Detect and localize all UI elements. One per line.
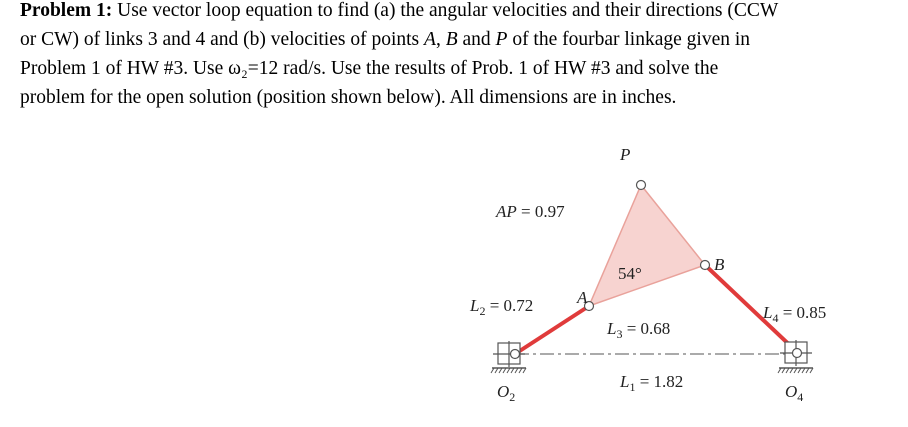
label-a: A <box>577 288 588 307</box>
label-p: P <box>620 145 631 164</box>
dimension-l4: $L_4 = 0.85$ <box>763 303 827 325</box>
point-p <box>637 181 646 190</box>
ground-pivot-o4 <box>778 340 813 373</box>
label-o4: $O_4$ <box>785 382 804 404</box>
joint-b <box>701 261 710 270</box>
dimension-l1: $L_1 = 1.82$ <box>620 372 684 394</box>
coupler-triangle <box>589 185 705 306</box>
angle-label: 54° <box>618 264 642 283</box>
ground-pivot-o2 <box>491 341 526 373</box>
problem-line-3: Problem 1 of HW #3. Use ω₂=12 rad/s. Use the results of Prob. 1 of HW #3 and solve the <box>20 58 719 79</box>
problem-line-4: problem for the open solution (position shown below). All dimensions are in inches. <box>20 87 677 108</box>
label-b: B <box>714 255 725 274</box>
problem-line-1: Problem 1: Use vector loop equation to find (a) the angular velocities and their directions (CCW <box>20 0 779 21</box>
dimension-l2: $L_2 = 0.72$ <box>470 296 534 318</box>
label-o2: $O_2$ <box>497 382 516 404</box>
problem-line-2: or CW) of links 3 and 4 and (b) velocities of points A, B and P of the fourbar linkage given in <box>20 29 751 50</box>
dimension-ap: AP = 0.97 <box>496 202 565 221</box>
problem-heading: Problem 1: <box>20 0 113 21</box>
dimension-l3: $L_3 = 0.68$ <box>607 319 671 341</box>
